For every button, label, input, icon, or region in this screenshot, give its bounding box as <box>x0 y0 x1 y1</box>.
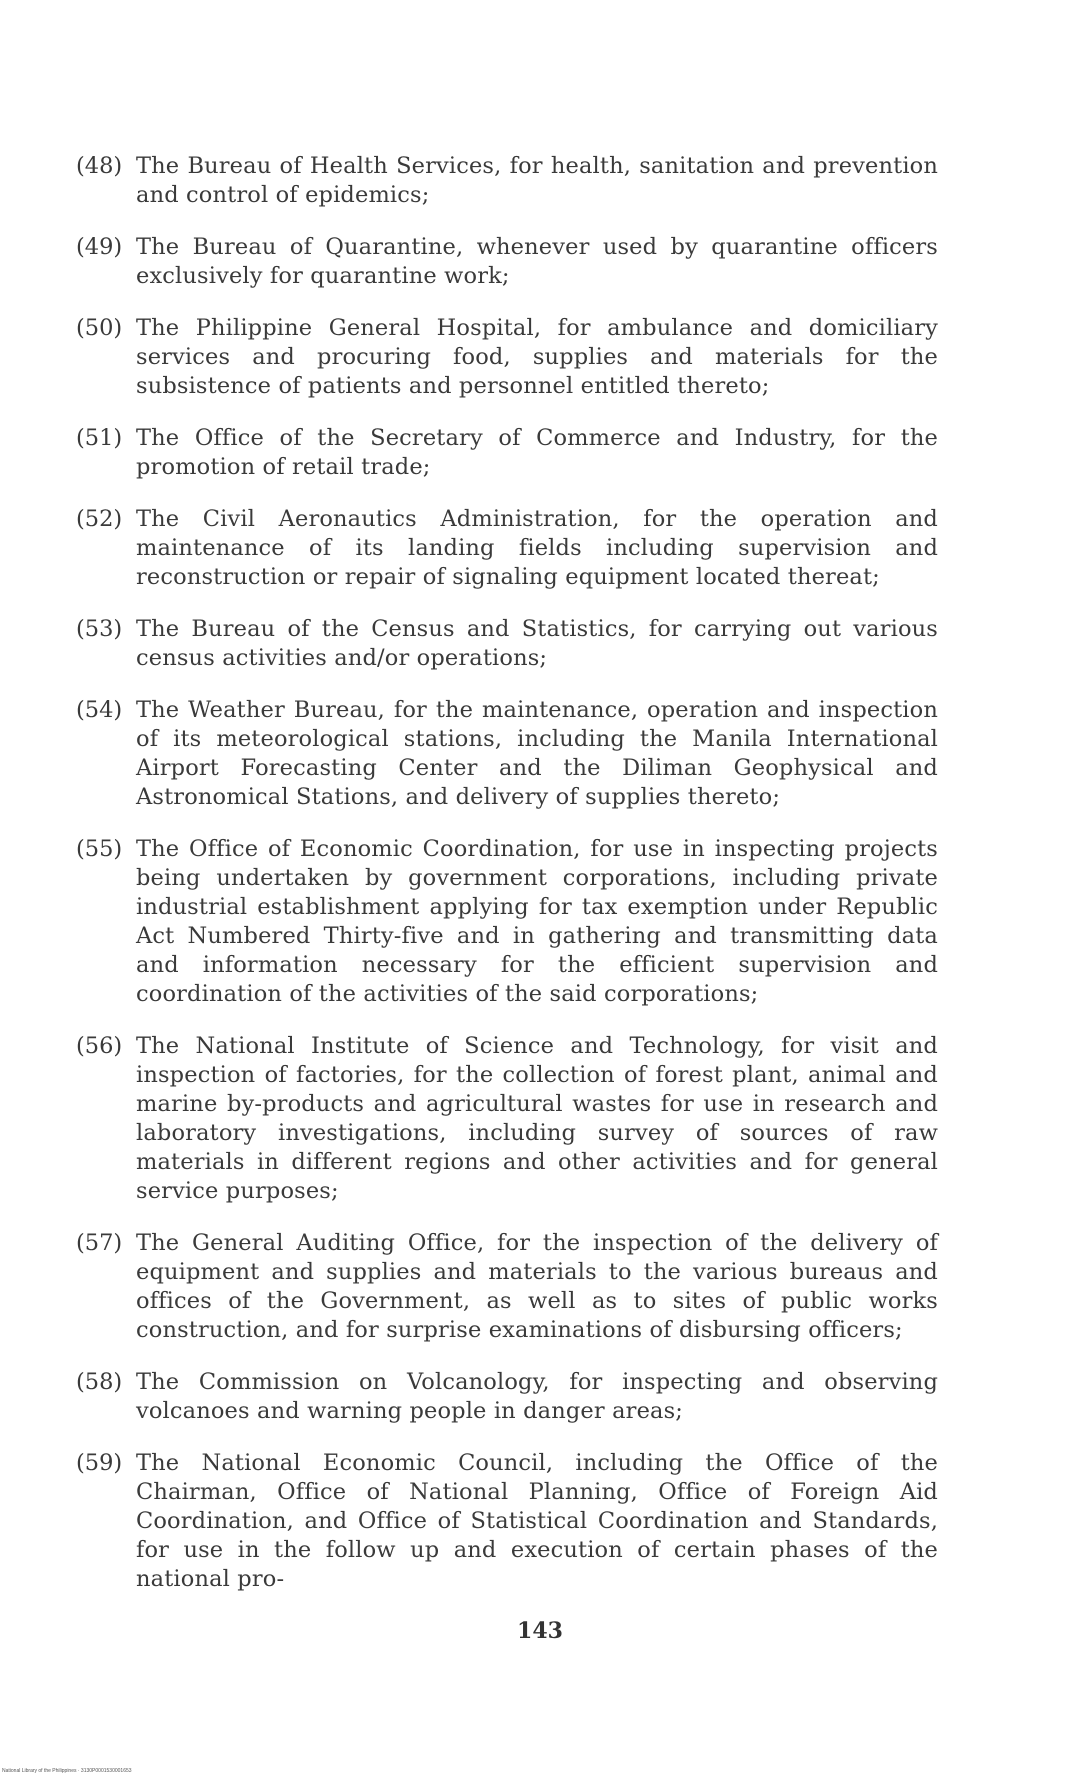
list-item <box>76 314 938 401</box>
list-item <box>76 615 938 673</box>
item-number: (57) <box>76 1230 123 1256</box>
item-number: (51) <box>76 425 123 451</box>
item-text: The Bureau of the Census and Statistics, for carrying out various census activities and/or operations; <box>136 616 938 671</box>
item-number: (49) <box>76 234 123 260</box>
page-number: 143 <box>517 1618 563 1644</box>
item-number: (54) <box>76 697 123 723</box>
item-number: (58) <box>76 1369 123 1395</box>
list-item <box>76 696 938 812</box>
item-text: The Bureau of Health Services, for health, sanitation and prevention and control of epidemics; <box>136 153 938 208</box>
list-item <box>76 1032 938 1206</box>
list-item <box>76 152 938 210</box>
item-number: (50) <box>76 315 123 341</box>
item-text: The National Institute of Science and Technology, for visit and inspection of factories, for the collection of forest plant, animal and marine by-products and agricultural wastes for use in research and laboratory investigations, including survey of sources of raw materials in different regions and other activities and for general service purposes; <box>136 1033 938 1204</box>
item-text: The Commission on Volcanology, for inspecting and observing volcanoes and warning people in danger areas; <box>136 1369 938 1424</box>
item-number: (55) <box>76 836 123 862</box>
item-text: The Weather Bureau, for the maintenance, operation and inspection of its meteorological stations, including the Manila International Airport Forecasting Center and the Diliman Geophysical and Astronomical Stations, and delivery of supplies thereto; <box>136 697 938 810</box>
item-text: The Civil Aeronautics Administration, for the operation and maintenance of its landing fields including supervision and reconstruction or repair of signaling equipment located thereat; <box>136 506 938 590</box>
item-text: The Bureau of Quarantine, whenever used by quarantine officers exclusively for quarantine work; <box>136 234 938 289</box>
item-text: The Philippine General Hospital, for ambulance and domiciliary services and procuring food, supplies and materials for the subsistence of patients and personnel entitled thereto; <box>136 315 938 399</box>
item-number: (52) <box>76 506 123 532</box>
list-item <box>76 835 938 1009</box>
list-item <box>76 505 938 592</box>
list-item <box>76 1229 938 1345</box>
item-list <box>76 152 938 1617</box>
item-text: The Office of the Secretary of Commerce and Industry, for the promotion of retail trade; <box>136 425 938 480</box>
item-number: (59) <box>76 1450 123 1476</box>
list-item <box>76 424 938 482</box>
list-item <box>76 1449 938 1594</box>
list-item <box>76 1368 938 1426</box>
item-number: (56) <box>76 1033 123 1059</box>
item-text: The General Auditing Office, for the inspection of the delivery of equipment and supplies and materials to the various bureaus and offices of the Government, as well as to sites of public works construction, and for surprise examinations of disbursing officers; <box>136 1230 938 1343</box>
item-number: (53) <box>76 616 123 642</box>
footer-note: National Library of the Philippines · 3130P0001530001653 <box>2 1768 132 1774</box>
item-text: The Office of Economic Coordination, for use in inspecting projects being undertaken by government corporations, including private industrial establishment applying for tax exemption under Republic Act Numbered Thirty-five and in gathering and transmitting data and information necessary for the efficient supervision and coordination of the activities of the said corporations; <box>136 836 938 1007</box>
item-text: The National Economic Council, including the Office of the Chairman, Office of National Planning, Office of Foreign Aid Coordination, and Office of Statistical Coordination and Standards, for use in the follow up and execution of certain phases of the national pro- <box>136 1450 938 1592</box>
item-number: (48) <box>76 153 123 179</box>
list-item <box>76 233 938 291</box>
